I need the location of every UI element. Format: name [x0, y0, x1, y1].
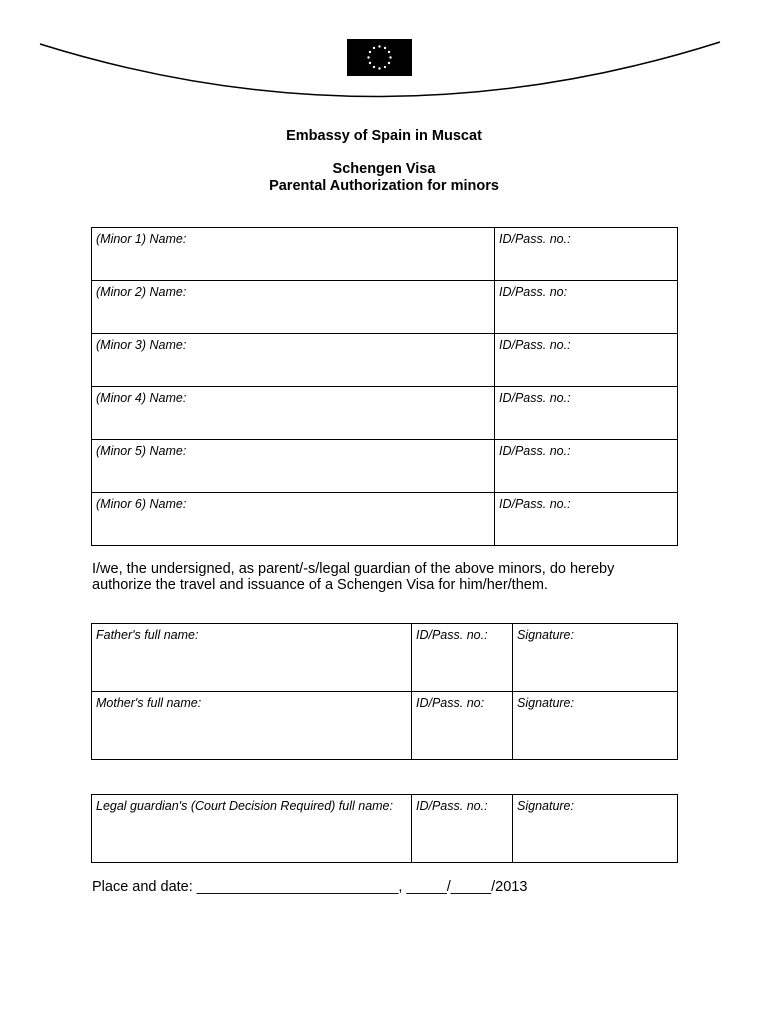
table-row: [92, 624, 678, 692]
flag-star: [388, 51, 390, 53]
father-signature-field[interactable]: Signature:: [513, 624, 678, 692]
minors-table: [91, 227, 678, 546]
minor-5-name-field[interactable]: (Minor 5) Name:: [92, 440, 495, 493]
statement-line: I/we, the undersigned, as parent/-s/legal guardian of the above minors, do hereby: [92, 561, 615, 577]
guardian-signature-field[interactable]: Signature:: [513, 795, 678, 863]
minor-3-name-field[interactable]: (Minor 3) Name:: [92, 334, 495, 387]
father-id-field[interactable]: ID/Pass. no.:: [412, 624, 513, 692]
flag-star: [369, 62, 371, 64]
guardian-name-field[interactable]: Legal guardian's (Court Decision Required) full name:: [92, 795, 412, 863]
table-row: [92, 228, 678, 281]
statement-line: authorize the travel and issuance of a Schengen Visa for him/her/them.: [92, 577, 548, 593]
mother-name-field[interactable]: Mother's full name:: [92, 692, 412, 760]
table-row: [92, 440, 678, 493]
minor-4-name-field[interactable]: (Minor 4) Name:: [92, 387, 495, 440]
embassy-title: Embassy of Spain in Muscat: [286, 128, 482, 144]
authorization-statement: [92, 561, 692, 593]
flag-star: [373, 47, 375, 49]
minor-6-id-field[interactable]: ID/Pass. no.:: [495, 493, 678, 546]
table-row: [92, 281, 678, 334]
minor-2-name-field[interactable]: (Minor 2) Name:: [92, 281, 495, 334]
table-row: [92, 334, 678, 387]
flag-star: [367, 56, 369, 58]
form-subtitle: Parental Authorization for minors: [269, 178, 499, 194]
guardian-id-field[interactable]: ID/Pass. no.:: [412, 795, 513, 863]
father-name-field[interactable]: Father's full name:: [92, 624, 412, 692]
minor-2-id-field[interactable]: ID/Pass. no:: [495, 281, 678, 334]
table-row: [92, 493, 678, 546]
flag-star: [378, 67, 380, 69]
flag-star: [388, 62, 390, 64]
parents-table: [91, 623, 678, 760]
flag-star: [373, 66, 375, 68]
mother-signature-field[interactable]: Signature:: [513, 692, 678, 760]
eu-flag-icon: [347, 39, 412, 76]
minor-1-name-field[interactable]: (Minor 1) Name:: [92, 228, 495, 281]
minor-1-id-field[interactable]: ID/Pass. no.:: [495, 228, 678, 281]
guardian-table: [91, 794, 678, 863]
mother-id-field[interactable]: ID/Pass. no:: [412, 692, 513, 760]
place-and-date-field[interactable]: Place and date: _________________________, _____/_____/2013: [92, 879, 528, 895]
flag-star: [369, 51, 371, 53]
table-row: [92, 387, 678, 440]
flag-star: [384, 66, 386, 68]
table-row: [92, 692, 678, 760]
minor-5-id-field[interactable]: ID/Pass. no.:: [495, 440, 678, 493]
flag-star: [384, 47, 386, 49]
visa-title: Schengen Visa: [332, 161, 436, 177]
flag-star: [378, 45, 380, 47]
minor-6-name-field[interactable]: (Minor 6) Name:: [92, 493, 495, 546]
minor-3-id-field[interactable]: ID/Pass. no.:: [495, 334, 678, 387]
minor-4-id-field[interactable]: ID/Pass. no.:: [495, 387, 678, 440]
flag-star: [389, 56, 391, 58]
table-row: [92, 795, 678, 863]
